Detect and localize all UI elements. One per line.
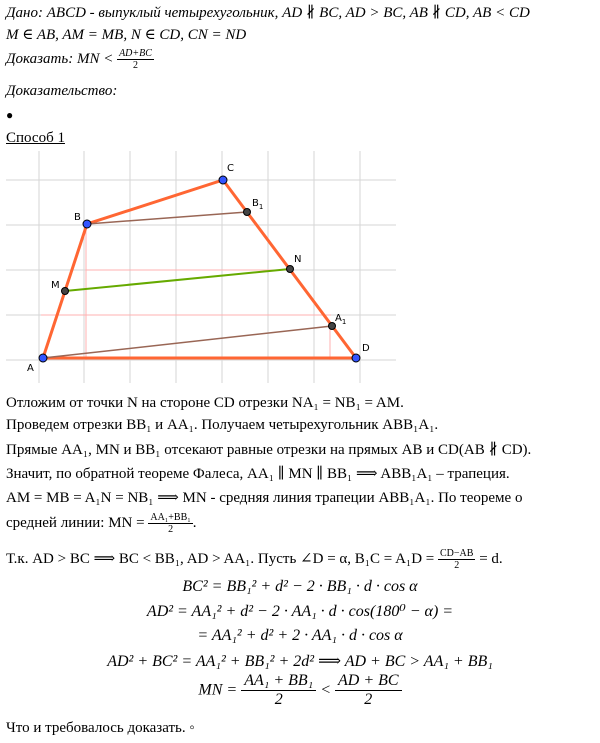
label-b1: $B_1$ xyxy=(252,198,264,211)
point-b1 xyxy=(244,209,251,216)
proof-paragraph-6 xyxy=(6,512,197,535)
proof-paragraph-3: Прямые AA₁, MN и BB₁ отсекают равные отрезки на прямых AB и CD(AB ∦ CD). xyxy=(6,442,532,458)
proof-paragraph-2: Проведем отрезки BB₁ и AA₁. Получаем четырехугольник ABB₁A₁. xyxy=(6,417,439,433)
p6-fraction xyxy=(148,512,192,535)
conclusion: Что и требовалось доказать. ◦ xyxy=(6,720,195,736)
quadrilateral-abcd xyxy=(43,180,356,358)
bullet: ● xyxy=(6,108,14,122)
p7-fraction xyxy=(438,548,475,571)
proof-paragraph-5: AM = MB = A₁N = NB₁ ⟹ MN - средняя линия трапеции ABB₁A₁. По теореме о xyxy=(6,490,523,506)
label-b: B xyxy=(74,212,81,223)
midline-mn xyxy=(65,269,290,291)
segment-bb1 xyxy=(87,212,247,224)
p7-frac-num: CD−AB xyxy=(440,548,474,559)
proof-label: Доказательство xyxy=(6,83,113,99)
point-m xyxy=(62,288,69,295)
p7-frac-den: 2 xyxy=(454,560,460,571)
prove-fraction xyxy=(117,48,154,71)
prove-line xyxy=(6,48,154,71)
p6-end: . xyxy=(192,514,197,531)
given-text-1: : ABCD - выпуклый четырехугольник, AD ∦ BC, AD > BC, AB ∦ CD, AB < CD xyxy=(38,5,530,21)
proof-line xyxy=(6,82,117,100)
eq5-lt: < xyxy=(320,681,332,699)
eq5-den-1: 2 xyxy=(274,691,283,708)
geometry-diagram xyxy=(6,151,396,383)
point-d xyxy=(352,354,360,362)
given-line-1 xyxy=(6,4,530,22)
proof-paragraph-4: Значит, по обратной теореме Фалеса, AA₁ ∥ MN ∥ BB₁ ⟹ ABB₁A₁ – трапеция. xyxy=(6,466,510,482)
proof-paragraph-7 xyxy=(6,548,503,571)
point-b xyxy=(83,220,91,228)
label-d: D xyxy=(362,343,370,354)
prove-text: : MN < xyxy=(68,50,118,67)
p7-end: = d. xyxy=(475,550,503,567)
given-line-2: M ∈ AB, AM = MB, N ∈ CD, CN = ND xyxy=(6,27,247,43)
eq5-fraction-2 xyxy=(335,672,402,709)
eq5-lhs: MN = xyxy=(198,681,238,699)
label-m: M xyxy=(51,280,60,291)
method-title: Способ 1 xyxy=(6,130,65,146)
equation-2: AD² = AA₁² + d² − 2 · AA₁ · d · cos(180⁰ − α) = xyxy=(146,603,454,620)
point-n xyxy=(287,266,294,273)
given-label: Дано xyxy=(6,5,38,21)
label-a1: $A_1$ xyxy=(335,313,347,326)
proof-colon: : xyxy=(112,83,118,99)
prove-label: Доказать xyxy=(6,50,69,67)
prove-frac-den: 2 xyxy=(133,60,138,71)
p6-frac-num: AA₁+BB₁ xyxy=(150,512,191,523)
p6-frac-den: 2 xyxy=(168,524,174,535)
p7-text: Т.к. AD > BC ⟹ BC < BB₁, AD > AA₁. Пусть ∠D = α, B₁C = A₁D = xyxy=(6,550,438,567)
eq5-fraction-1 xyxy=(241,672,316,709)
equation-3: = AA₁² + d² + 2 · AA₁ · d · cos α xyxy=(197,627,403,644)
prove-frac-num: AD+BC xyxy=(119,48,152,59)
equation-4: AD² + BC² = AA₁² + BB₁² + 2d² ⟹ AD + BC > AA₁ + BB₁ xyxy=(107,653,493,670)
point-a xyxy=(39,354,47,362)
eq5-num-1: AA₁ + BB₁ xyxy=(241,672,316,691)
equation-5 xyxy=(0,672,600,712)
equation-1: BC² = BB₁² + d² − 2 · BB₁ · d · cos α xyxy=(182,578,418,595)
eq5-num-2: AD + BC xyxy=(335,672,402,691)
proof-paragraph-1: Отложим от точки N на стороне CD отрезки NA₁ = NB₁ = AM. xyxy=(6,395,404,411)
label-a: A xyxy=(27,363,34,374)
label-n: N xyxy=(294,254,302,265)
p6-text: средней линии: MN = xyxy=(6,514,149,531)
point-c xyxy=(219,176,227,184)
eq5-den-2: 2 xyxy=(364,691,373,708)
label-c: C xyxy=(227,163,234,174)
